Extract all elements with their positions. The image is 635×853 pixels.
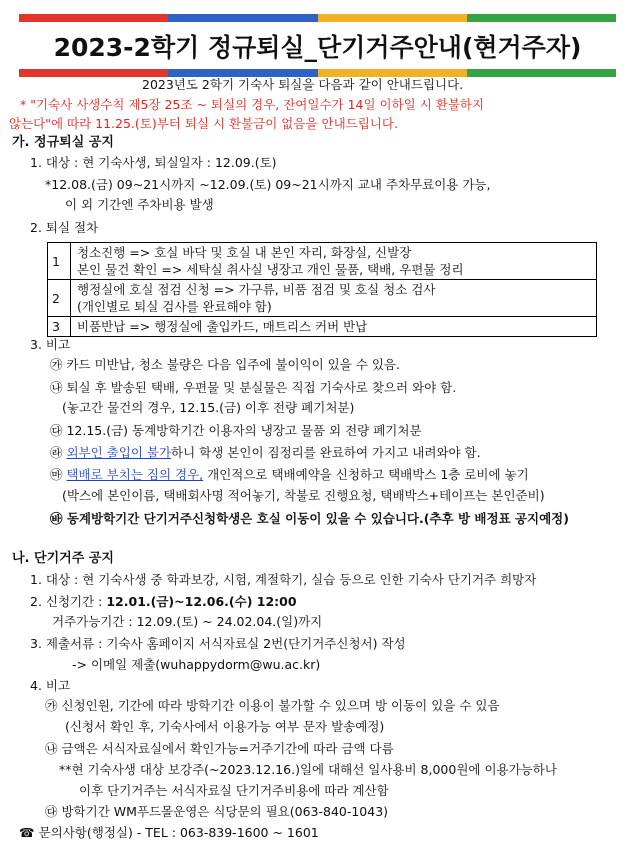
phone-icon: ☎ <box>19 825 35 840</box>
remark-mark: ㉱ <box>50 445 67 460</box>
remark-rest: 하니 학생 본인이 짐정리를 완료하여 가지고 내려와야 함. <box>171 445 481 460</box>
submission-docs: 3. 제출서류 : 기숙사 홈페이지 서식자료실 2번(단기거주신청서) 작성 <box>30 636 406 651</box>
procedure-step-line: 본인 물건 확인 => 세탁실 취사실 냉장고 개인 물품, 택배, 우편물 정리 <box>77 262 464 277</box>
shipping-link[interactable]: 택배로 부치는 짐의 경우, <box>66 467 204 482</box>
remark-outsiders <box>50 445 481 461</box>
application-period-value: 12.01.(금)~12.06.(수) 12:00 <box>106 594 297 609</box>
short-stay-target: 1. 대상 : 현 기숙사생 중 학과보강, 시험, 계절학기, 실습 등으로 인한 기숙사 단기거주 희망자 <box>30 572 537 587</box>
top-color-bar <box>19 14 616 22</box>
parking-note-1: *12.08.(금) 09~21시까지 ~12.09.(토) 09~21시까지 교내 주차무료이용 가능, <box>45 177 491 192</box>
remark-foodmall: ㉰ 방학기간 WM푸드몰운영은 식당문의 필요(063-840-1043) <box>45 804 389 819</box>
remark-fee: ㉯ 금액은 서식자료실에서 확인가능=거주기간에 따라 금액 다름 <box>45 741 394 756</box>
procedure-row <box>48 317 597 337</box>
procedure-step-number: 2 <box>48 280 71 317</box>
checkout-remarks-label: 3. 비고 <box>30 337 71 352</box>
procedure-step-line: (개인별로 퇴실 검사를 완료해야 함) <box>77 299 272 314</box>
procedure-row <box>48 280 597 317</box>
procedure-step-line: 행정실에 호실 점검 신청 => 가구류, 비품 점검 및 호실 청소 검사 <box>77 282 436 297</box>
application-period-label: 2. 신청기간 : <box>30 594 107 609</box>
parking-note-2: 이 외 기간엔 주차비용 발생 <box>65 197 214 212</box>
procedure-step-number: 1 <box>48 243 71 280</box>
remark-fee-note-2: 이후 단기거주는 서식자료실 단기거주비용에 따라 계산함 <box>79 783 389 798</box>
intro-text: 2023년도 2학기 기숙사 퇴실을 다음과 같이 안내드립니다. <box>142 77 464 92</box>
remark-parcels-note: (놓고간 물건의 경우, 12.15.(금) 이후 전량 폐기처분) <box>62 400 355 415</box>
submission-email: -> 이메일 제출(wuhappydorm@wu.ac.kr) <box>72 657 321 672</box>
remark-card-cleaning: ㉮ 카드 미반납, 청소 불량은 다음 입주에 불이익이 있을 수 있음. <box>50 357 400 372</box>
contact-line <box>19 825 319 841</box>
refund-notice-line1: * "기숙사 사생수칙 제5장 25조 ~ 퇴실의 경우, 잔여일수가 14일 이하일 시 환불하지 <box>20 97 485 112</box>
procedure-step-line: 청소진행 => 호실 바닥 및 호실 내 본인 자리, 화장실, 신발장 <box>77 245 412 260</box>
remark-fee-note-1: **현 기숙사생 대상 보강주(~2023.12.16.)일에 대해선 일사용비 8,000원에 이용가능하나 <box>59 762 557 777</box>
procedure-row <box>48 243 597 280</box>
short-stay-remarks-label: 4. 비고 <box>30 678 71 693</box>
remark-rest: 개인적으로 택배예약을 신청하고 택배박스 1층 로비에 놓기 <box>203 467 529 482</box>
remark-shipping-note: (박스에 본인이름, 택배회사명 적어놓기, 착불로 진행요청, 택배박스+테이프는 본인준비) <box>62 488 545 503</box>
outsider-restriction-link[interactable]: 외부인 출입이 불가 <box>66 445 172 460</box>
procedure-step-text <box>71 317 597 337</box>
remark-mark: ㉲ <box>50 467 67 482</box>
remark-disposal: ㉰ 12.15.(금) 동계방학기간 이용자의 냉장고 물품 외 전량 폐기처분 <box>50 423 422 438</box>
procedure-step-text <box>71 280 597 317</box>
refund-notice-line2: 않는다"에 따라 11.25.(토)부터 퇴실 시 환불금이 없음을 안내드립니다. <box>9 116 398 131</box>
remark-availability: ㉮ 신청인원, 기간에 따라 방학기간 이용이 불가할 수 있으며 방 이동이 있을 수 있음 <box>45 698 500 713</box>
page-title: 2023-2학기 정규퇴실_단기거주안내(현거주자) <box>53 32 582 62</box>
procedure-step-text <box>71 243 597 280</box>
contact-text: 문의사항(행정실) - TEL : 063-839-1600 ~ 1601 <box>38 825 319 840</box>
remark-room-change: ㉳ 동계방학기간 단기거주신청학생은 호실 이동이 있을 수 있습니다.(추후 방 배정표 공지예정) <box>50 511 569 526</box>
checkout-target: 1. 대상 : 현 기숙사생, 퇴실일자 : 12.09.(토) <box>30 155 277 170</box>
remark-parcels: ㉯ 퇴실 후 발송된 택배, 우편물 및 분실물은 직접 기숙사로 찾으러 와야 함. <box>50 380 457 395</box>
checkout-procedure-table <box>47 242 597 337</box>
section-heading-short-stay: 나. 단기거주 공지 <box>12 551 114 566</box>
remark-shipping <box>50 467 529 483</box>
procedure-step-number: 3 <box>48 317 71 337</box>
section-heading-regular-checkout: 가. 정규퇴실 공지 <box>12 135 114 150</box>
checkout-procedure-label: 2. 퇴실 절차 <box>30 220 99 235</box>
procedure-step-line: 비품반납 => 행정실에 출입카드, 매트리스 커버 반납 <box>77 319 368 334</box>
bottom-color-bar <box>19 69 616 77</box>
remark-availability-note: (신청서 확인 후, 기숙사에서 이용가능 여부 문자 발송예정) <box>65 719 385 734</box>
application-period <box>30 594 297 610</box>
stay-period: 거주가능기간 : 12.09.(토) ~ 24.02.04.(일)까지 <box>52 614 323 629</box>
